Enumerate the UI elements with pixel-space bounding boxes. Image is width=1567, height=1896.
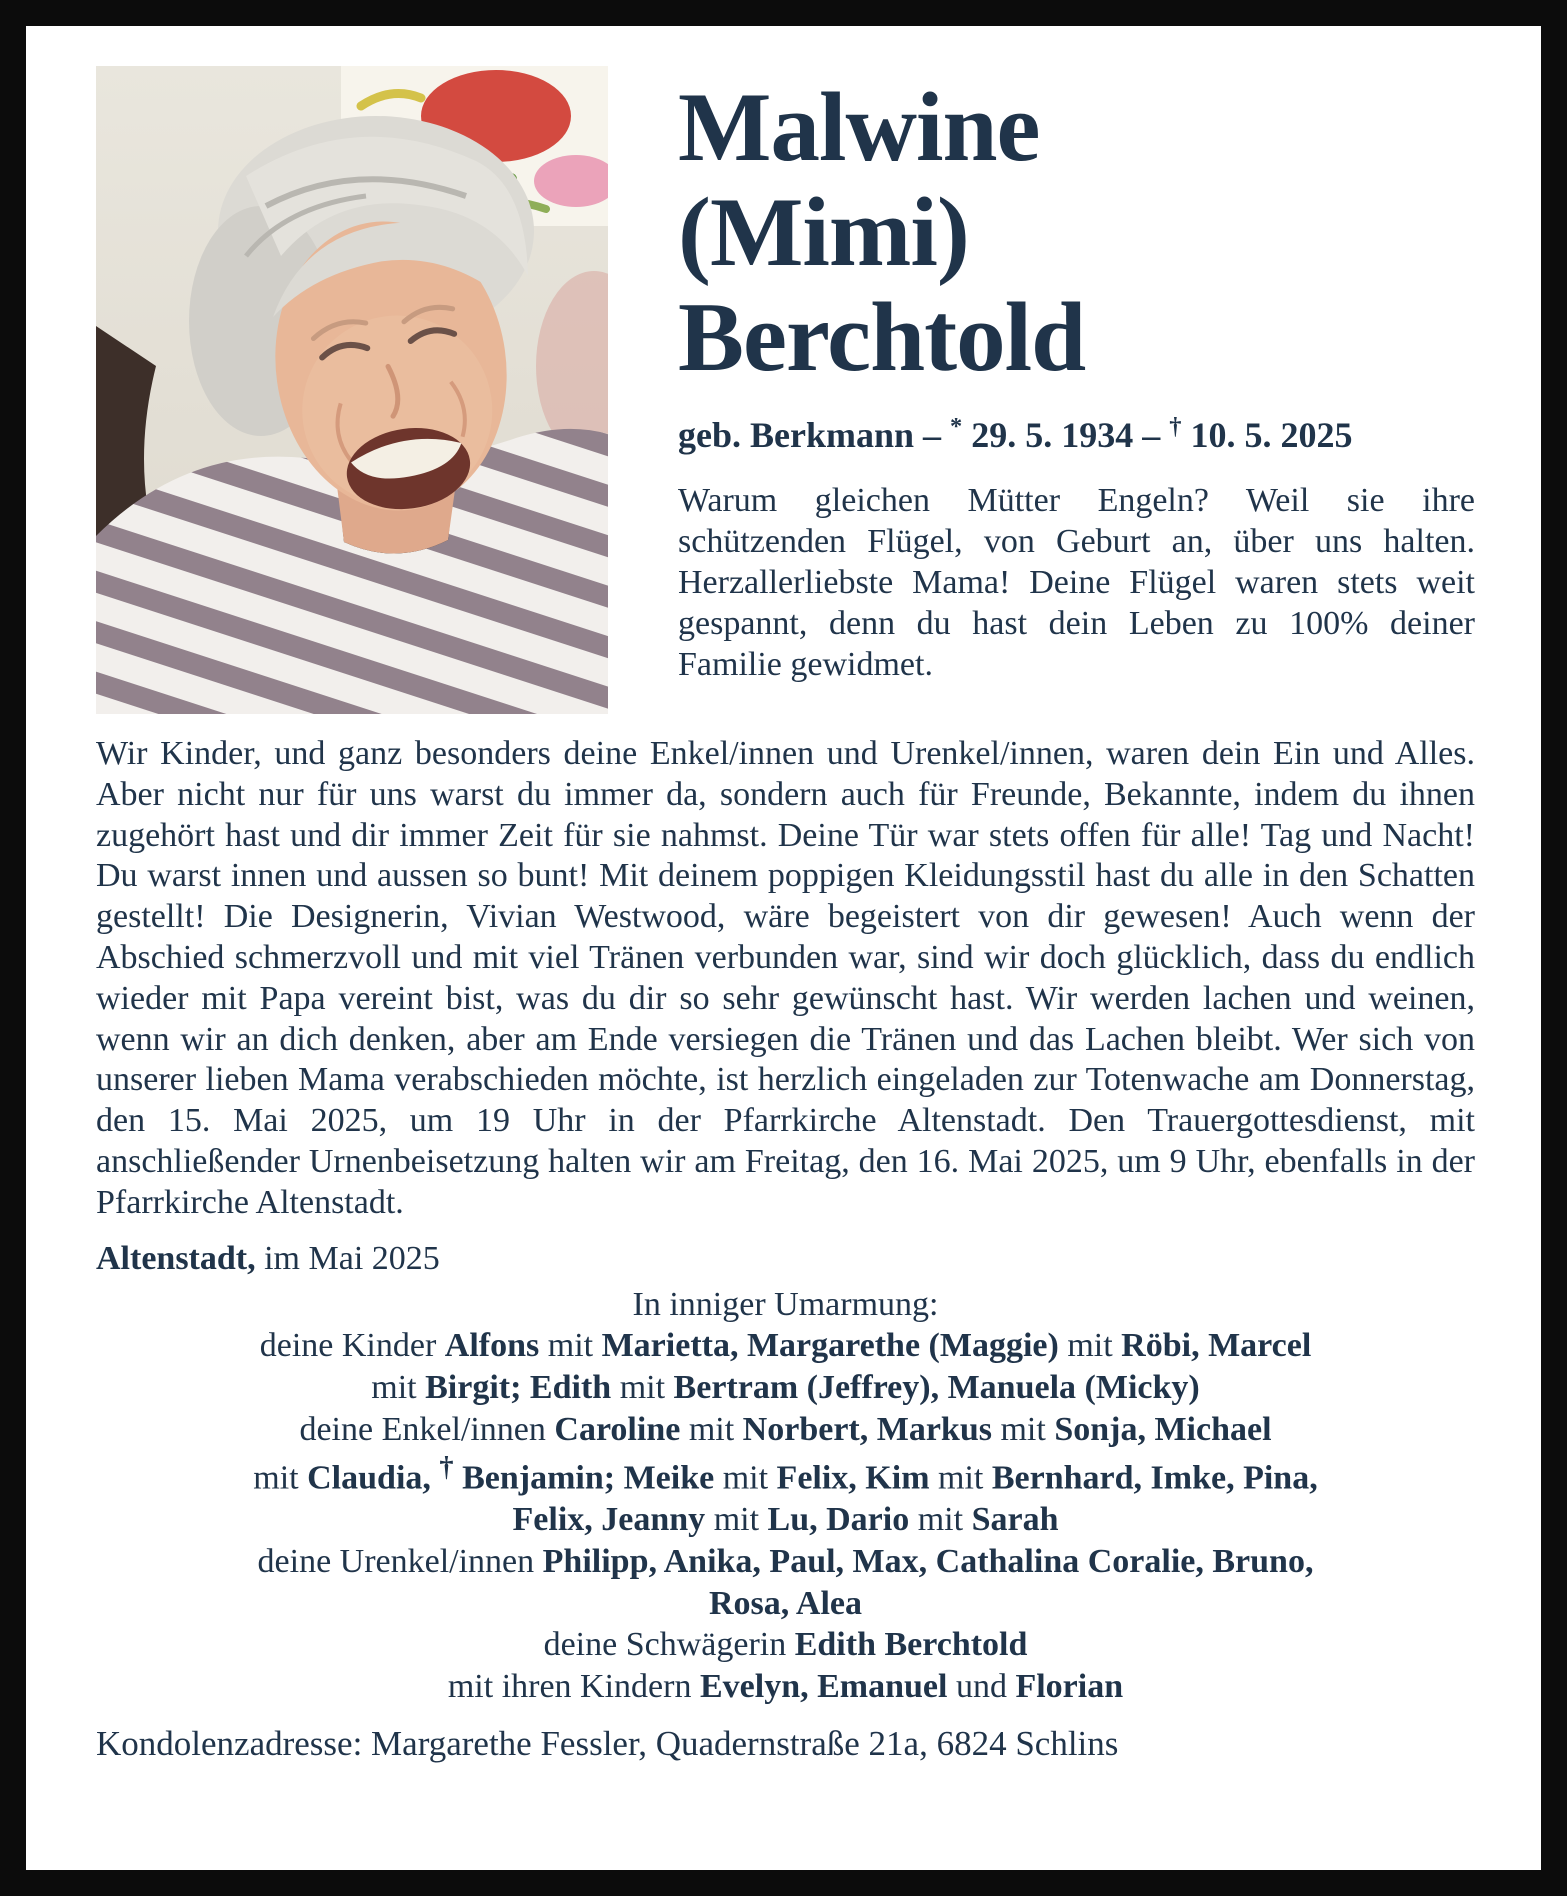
header-block: [678, 66, 1475, 714]
deceased-name: [678, 73, 1475, 392]
farewell-line: mit Birgit; Edith mit Bertram (Jeffrey), Manuela (Micky): [371, 1369, 1200, 1407]
farewell-line: Rosa, Alea: [709, 1584, 862, 1622]
farewell-line: mit Claudia, † Benjamin; Meike mit Felix, Kim mit Bernhard, Imke, Pina,: [253, 1451, 1318, 1497]
farewell-line: deine Enkel/innen Caroline mit Norbert, Markus mit Sonja, Michael: [299, 1411, 1272, 1448]
farewell-line: mit ihren Kindern Evelyn, Emanuel und Florian: [447, 1668, 1124, 1706]
farewell-line: deine Schwägerin Edith Berchtold: [543, 1626, 1028, 1664]
intro-paragraph: Warum gleichen Mütter Engeln? Weil sie ihre schützenden Flügel, von Geburt an, über uns halten. Herzallerliebste Mama! Deine Flügel waren stets weit gespannt, denn du hast dein Leben zu 100% deiner Familie gewidmet.: [678, 481, 1475, 684]
portrait-photo-illustration: [96, 66, 608, 714]
condolence-address: Kondolenzadresse: Margarethe Fessler, Quadernstraße 21a, 6824 Schlins: [96, 1724, 1119, 1764]
top-section: [96, 66, 1475, 714]
farewell-line: deine Kinder Alfons mit Marietta, Margarethe (Maggie) mit Röbi, Marcel: [259, 1327, 1312, 1365]
place-date: Altenstadt, im Mai 2025: [96, 1239, 440, 1277]
portrait-photo: [96, 66, 608, 714]
name-line-2: (Mimi): [678, 177, 969, 287]
obituary-card: [26, 26, 1541, 1870]
farewell-section: [96, 1284, 1475, 1708]
farewell-line: Felix, Jeanny mit Lu, Dario mit Sarah: [512, 1500, 1059, 1538]
life-dates: geb. Berkmann – * 29. 5. 1934 – † 10. 5. 2025: [678, 412, 1353, 455]
body-paragraph: Wir Kinder, und ganz besonders deine Enkel/innen und Urenkel/innen, waren dein Ein und Alles. Aber nicht nur für uns warst du immer da, sondern auch für Freunde, Bekannte, indem du ihnen zugehört hast und dir immer Zeit für sie nahmst. Deine Tür war stets offen für alle! Tag und Nacht! Du warst innen und aussen so bunt! Mit deinem poppigen Kleidungsstil hast du alle in den Schatten gestellt! Die Designerin, Vivian Westwood, wäre begeistert von dir gewesen! Auch wenn der Abschied schmerzvoll und mit viel Tränen verbunden war, sind wir doch glücklich, dass du endlich wieder mit Papa vereint bist, was du dir so sehr gewünscht hast. Wir werden lachen und weinen, wenn wir an dich denken, aber am Ende versiegen die Tränen und das Lachen bleibt. Wer sich von unserer lieben Mama verabschieden möchte, ist herzlich eingeladen zur Totenwache am Donnerstag, den 15. Mai 2025, um 19 Uhr in der Pfarrkirche Altenstadt. Den Trauergottesdienst, mit anschließender Urnenbeisetzung halten wir am Freitag, den 16. Mai 2025, um 9 Uhr, ebenfalls in der Pfarrkirche Altenstadt.: [96, 735, 1475, 1221]
farewell-line: In inniger Umarmung:: [632, 1285, 939, 1323]
farewell-line: deine Urenkel/innen Philipp, Anika, Paul, Max, Cathalina Coralie, Bruno,: [257, 1542, 1314, 1580]
name-line-1: Malwine: [678, 73, 1040, 182]
name-line-3: Berchtold: [678, 282, 1086, 392]
